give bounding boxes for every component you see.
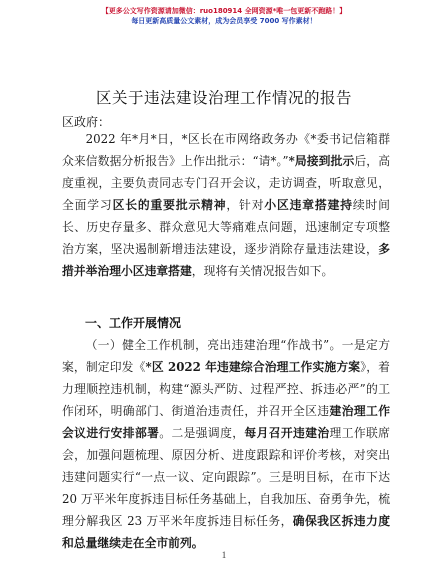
promo-banner-line1: 【更多公文写作资源请加微信：ruo180914 全网资源*唯一包更新不跑路！】 bbox=[101, 7, 347, 15]
paragraph-intro-text-2: 后，高度重视，主要负责同志专门召开会议，走访调查，听取意见，全面学习 bbox=[62, 154, 390, 212]
paragraph-mechanism-text-1: （一）健全工作机制，亮出违建治理“作战书”。一是定方案，制定印发《 bbox=[62, 338, 390, 374]
paragraph-intro-text-5: ，现将有关情况报告如下。 bbox=[191, 264, 334, 278]
paragraph-mechanism bbox=[62, 334, 390, 554]
paragraph-mechanism-bold-4: 确保我区拆违力度和总量继续走在全市前列。 bbox=[62, 514, 390, 550]
paragraph-intro bbox=[62, 128, 390, 282]
paragraph-intro-text-1: 2022 年*月*日，*区长在市网络政务办《*委书记信箱群众来信数据分析报告》上作出批示：“请*。” bbox=[62, 132, 390, 168]
document-title: 区关于违法建设治理工作情况的报告 bbox=[95, 89, 352, 107]
paragraph-mechanism-bold-1: *区 2022 年违建综合治理工作实施方案 bbox=[145, 360, 361, 374]
paragraph-intro-bold-2: 区长的重要批示精神 bbox=[112, 198, 227, 212]
paragraph-mechanism-bold-3: 每月召开违建治 bbox=[244, 426, 330, 440]
paragraph-mechanism-text-2: 》，着力理顺控违机制，构建“源头严防、过程严控、拆违必严”的工作闭环，明确部门、街道治违责任，并召开全区违 bbox=[62, 360, 390, 418]
paragraph-mechanism-text-3: 。二是强调度， bbox=[159, 426, 245, 440]
paragraph-mechanism-text-4: 理工作联席会，加强问题梳理、原因分析、进度跟踪和评价考核，对突出违建问题实行“一点一议、定向跟踪”。三是明目标，在市下达 20 万平米年度拆违目标任务基础上，自我加压、奋勇争先，梳理分解我区 23 万平米年度拆违目标任务， bbox=[62, 426, 390, 528]
paragraph-intro-bold-4: 多措并举治理小区违章搭建 bbox=[62, 242, 390, 278]
paragraph-intro-bold-3: 小区违章搭建持 bbox=[264, 198, 353, 212]
promo-banner bbox=[0, 6, 448, 26]
paragraph-intro-text-4: 续时间长、历史存量多、群众意见大等痛难点问题，迅速制定专项整治方案，坚决遏制新增违法建设，逐步消除存量违法建设， bbox=[62, 198, 390, 256]
paragraph-intro-bold-1: *局接到批示 bbox=[288, 154, 355, 168]
paragraph-intro-text-3: ，针对 bbox=[226, 198, 265, 212]
promo-banner-line2: 每日更新高质量公文素材，成为会员享受 7000 写作素材！ bbox=[131, 17, 317, 25]
page-number: 1 bbox=[221, 550, 227, 560]
paragraph-mechanism-bold-2: 建治理工作会议进行安排部署 bbox=[62, 404, 390, 440]
section-heading-work-status: 一、工作开展情况 bbox=[85, 316, 182, 330]
salutation: 区政府： bbox=[62, 115, 111, 129]
